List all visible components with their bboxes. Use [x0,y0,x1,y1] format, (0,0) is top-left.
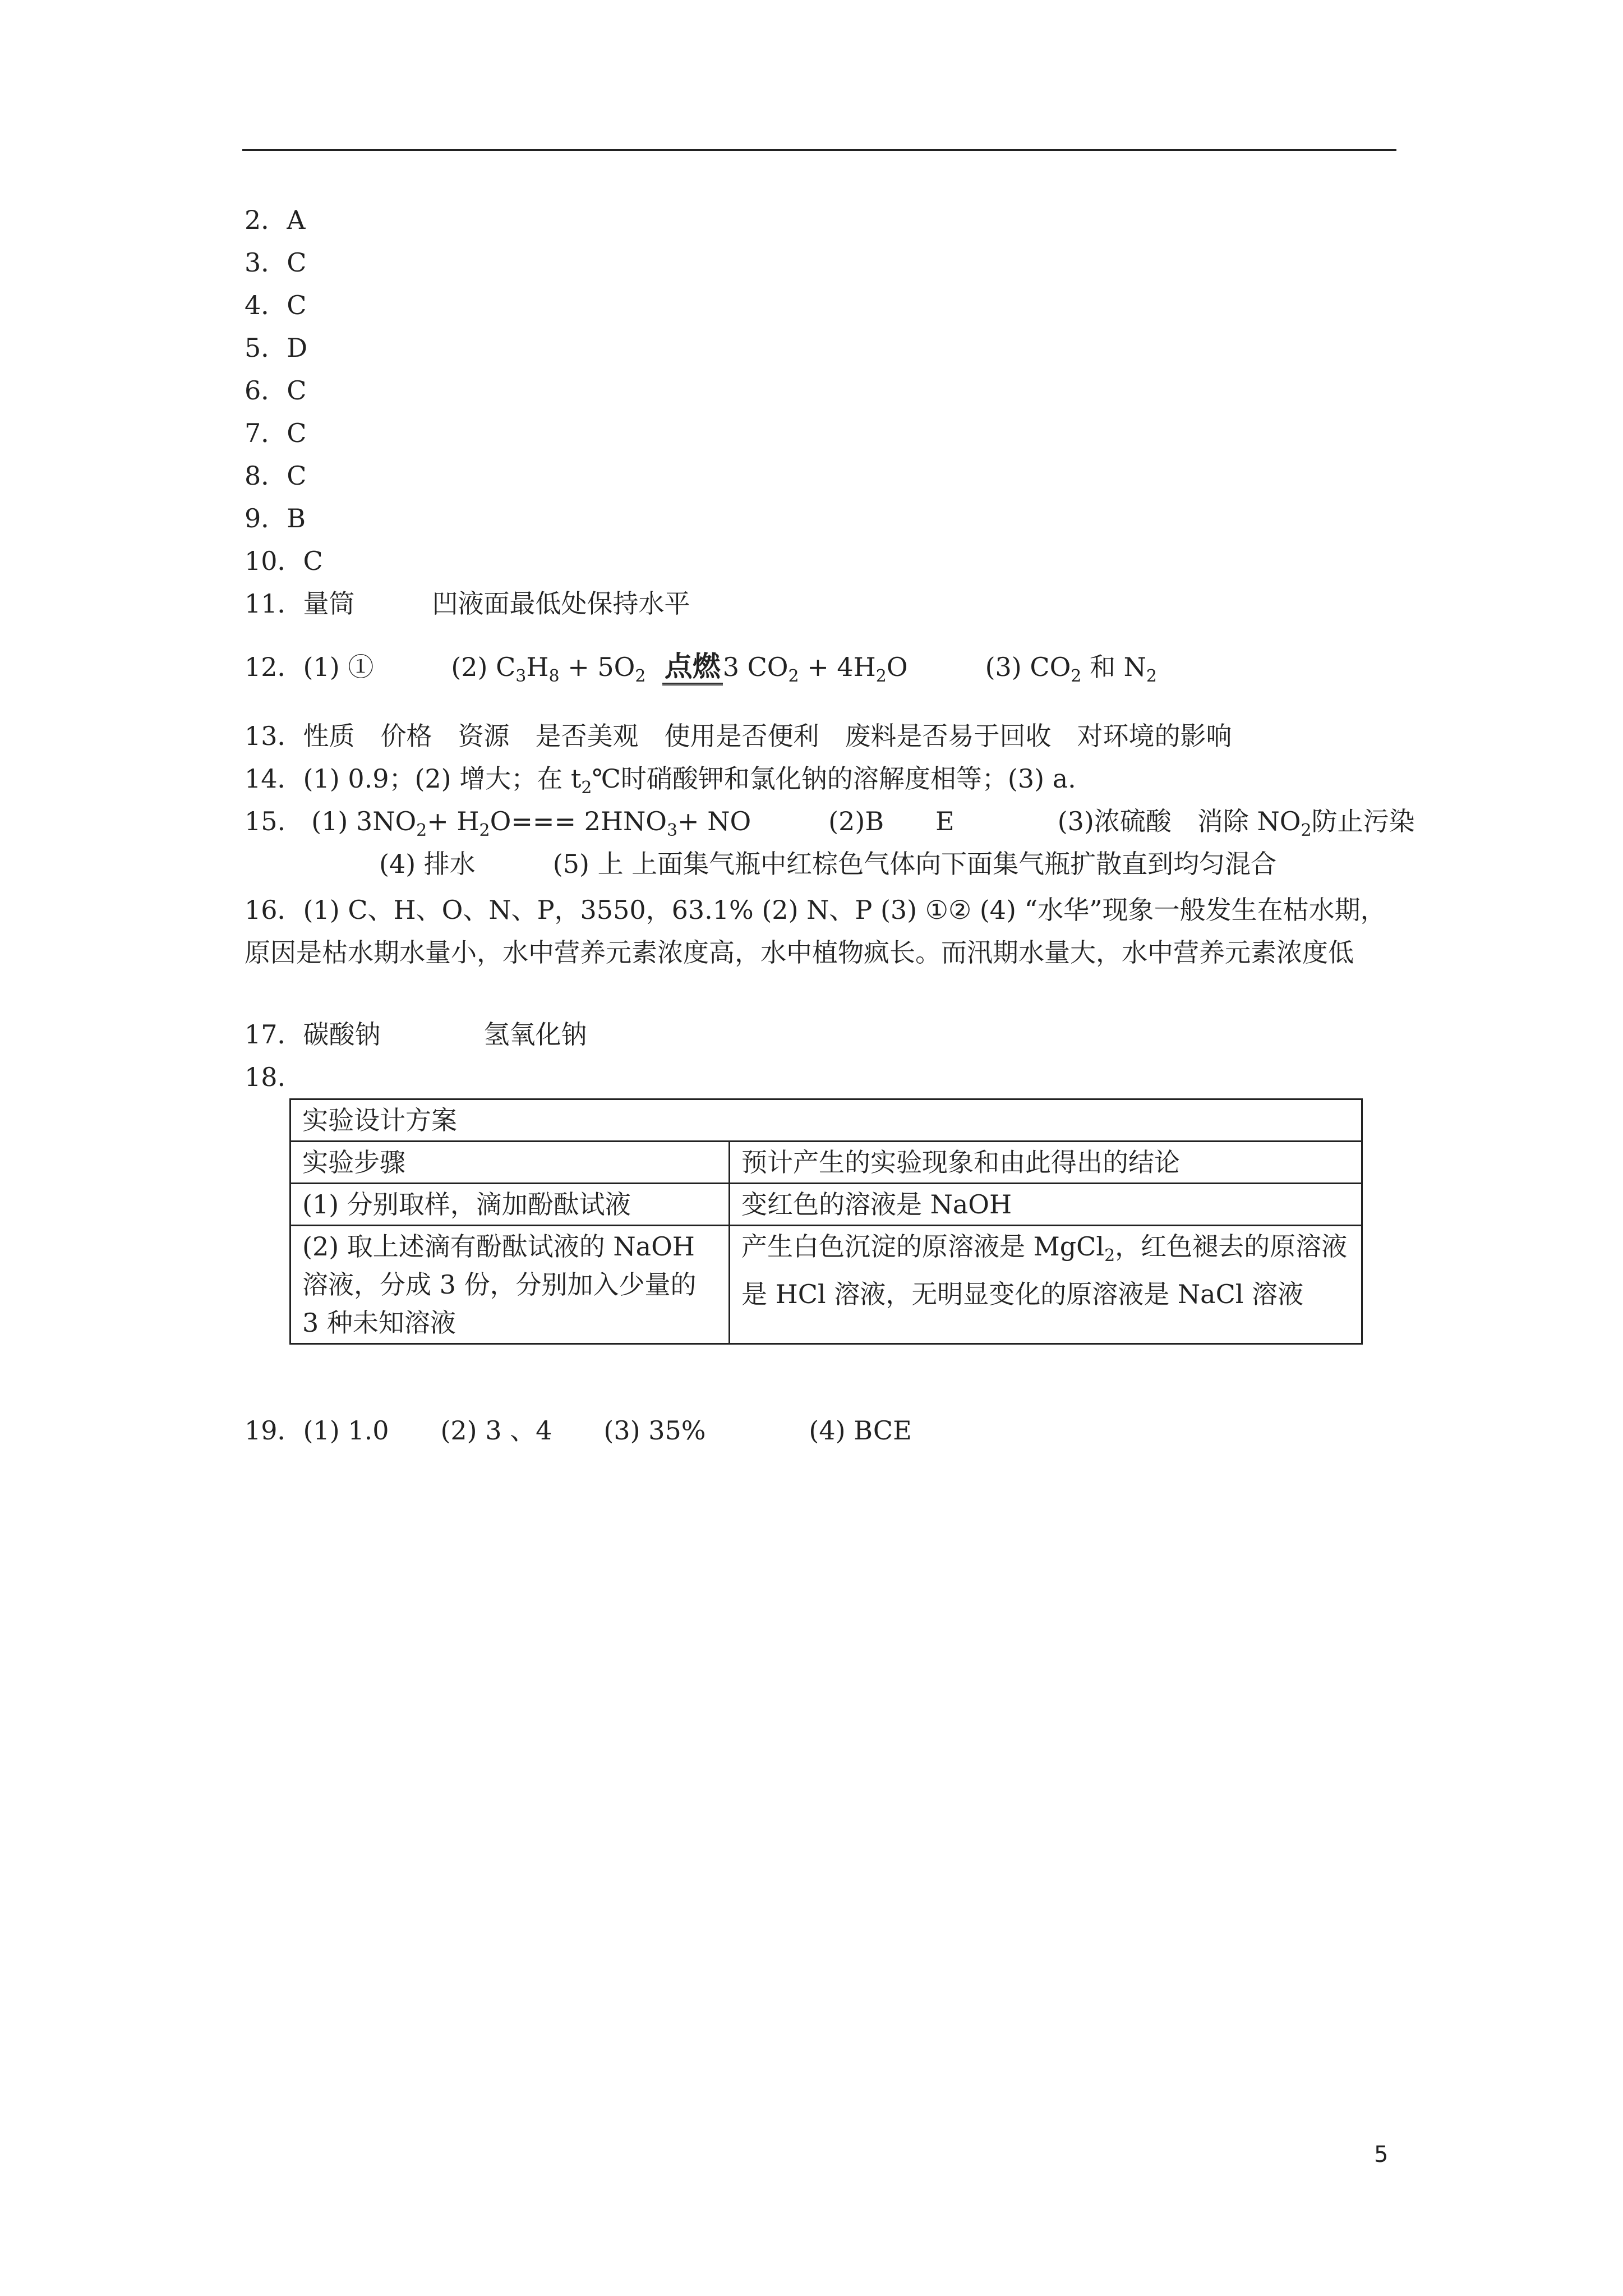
table-cell: (2) 取上述滴有酚酞试液的 NaOH 溶液，分成 3 份，分别加入少量的 3 种未知溶液 [291,1226,730,1344]
table-header-results: 预计产生的实验现象和由此得出的结论 [730,1142,1362,1184]
answer-4: 4．C [245,290,307,320]
answer-14 [245,762,1076,805]
subscript: 2 [1146,666,1157,686]
subscript: 2 [875,666,887,686]
answer-10: 10．C [245,546,323,576]
table-cell-text: 产生白色沉淀的原溶液是 MgCl [741,1231,1105,1262]
subscript: 2 [581,778,592,798]
answer-12-part: 12．(1) ① (2) C [245,652,516,682]
table-cell-text: ，红色褪去的原溶液是 HCl 溶液，无明显变化的原溶液是 NaCl 溶液 [741,1231,1348,1309]
answer-15-part: 防止污染 [1311,806,1415,836]
subscript: 2 [416,821,427,840]
answer-7: 7．C [245,418,307,448]
answer-15-part: + H [427,806,479,836]
answer-8: 8．C [245,461,307,491]
answer-12-part: H [526,652,549,682]
answer-6: 6．C [245,375,307,406]
answer-3: 3．C [245,247,307,278]
answer-12-part: + 4H [799,652,876,682]
answer-17: 17．碳酸钠 氢氧化钠 [245,1019,587,1050]
answer-12-part: O (3) CO [886,652,1071,682]
answer-13: 13．性质 价格 资源 是否美观 使用是否便利 废料是否易于回收 对环境的影响 [245,721,1232,751]
reaction-condition: 点燃 [662,650,723,685]
answer-15-part: O=== 2HNO [490,806,667,836]
subscript: 3 [666,821,678,840]
answer-14-part: ℃时硝酸钾和氯化钠的溶解度相等；(3) a. [592,763,1076,794]
subscript: 2 [788,666,799,686]
answer-9: 9．B [245,503,306,533]
subscript: 2 [1301,821,1312,840]
table-row [291,1184,1362,1226]
experiment-design-table [289,1098,1363,1345]
answer-15-part: + NO (2)B E (3)浓硫酸 消除 NO [677,806,1301,836]
answer-14-part: 14．(1) 0.9；(2) 增大；在 t [245,763,582,794]
answer-12-part: + 5O [559,652,635,682]
answer-19: 19．(1) 1.0 (2) 3 、4 (3) 35% (4) BCE [245,1415,912,1446]
answer-12-part: 3 CO [722,652,789,682]
answer-18: 18. [245,1062,286,1092]
answer-5: 5．D [245,333,308,363]
subscript: 8 [548,666,560,686]
subscript: 2 [1071,666,1082,686]
answer-12-part: 和 N [1081,652,1146,682]
page-number: 5 [1374,2142,1389,2168]
answer-16: 16．(1) C、H、O、N、P，3550，63.1% (2) N、P (3) ①② (4) “水华”现象一般发生在枯水期，原因是枯水期水量小，水中营养元素浓度高，水中植物疯长。而汛期水量大，水中营养元素浓度低 [245,895,1386,968]
table-row [291,1226,1362,1344]
table-cell: (1) 分别取样，滴加酚酞试液 [291,1184,730,1226]
subscript: 2 [479,821,490,840]
answer-15-part: 15. (1) 3NO [245,806,417,836]
header-rule [242,149,1396,151]
answer-15 [245,804,1415,848]
subscript: 3 [515,666,527,686]
answer-15-continued: (4) 排水 (5) 上 上面集气瓶中红棕色气体向下面集气瓶扩散直到均匀混合 [379,849,1277,879]
subscript: 2 [635,666,646,686]
table-header-steps: 实验步骤 [291,1142,730,1184]
table-cell: 变红色的溶液是 NaOH [730,1184,1362,1226]
table-title: 实验设计方案 [291,1099,1362,1142]
subscript: 2 [1104,1246,1115,1266]
answer-11: 11．量筒 凹液面最低处保持水平 [245,588,690,619]
table-row [291,1099,1362,1142]
answer-2: 2．A [245,205,306,235]
table-cell [730,1226,1362,1344]
answer-12 [245,650,1157,693]
table-row [291,1142,1362,1184]
